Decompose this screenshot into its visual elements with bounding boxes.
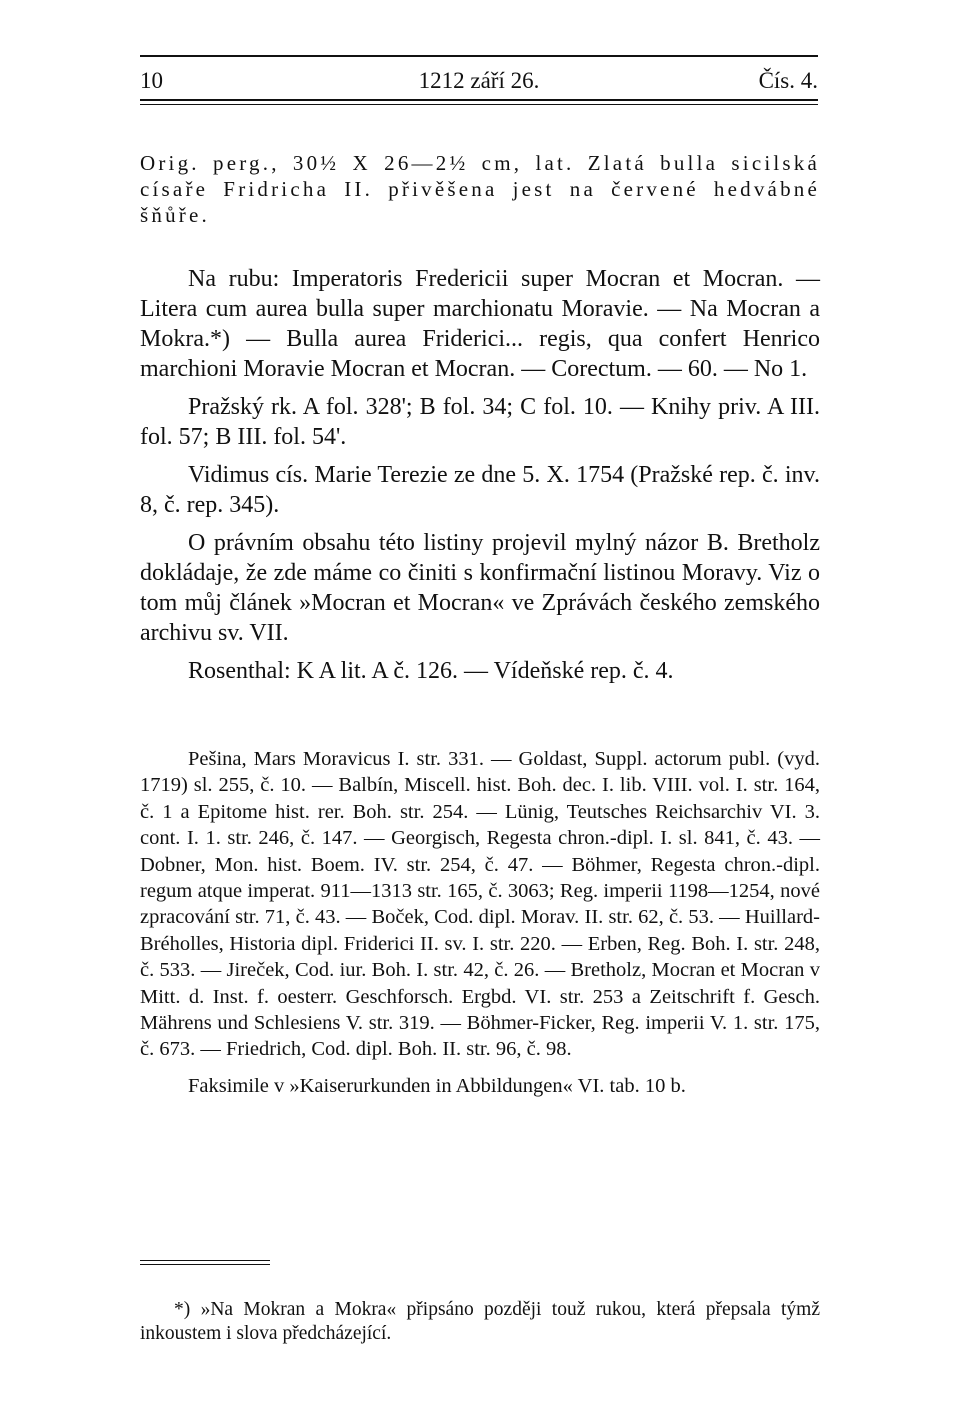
document-date: 1212 září 26. <box>418 68 540 93</box>
literature-block <box>140 746 820 1099</box>
physical-description: Orig. perg., 30½ X 26—2½ cm, lat. Zlatá bulla sicilská císaře Fridricha II. přivěšena jest na červené hedvábné šňůře. <box>140 151 820 227</box>
footnote-text: *) »Na Mokran a Mokra« připsáno později touž rukou, která přepsala týmž inkoustem i slova předcházející. <box>140 1299 820 1344</box>
physical-description-block <box>140 150 820 228</box>
literature-list: Pešina, Mars Moravicus I. str. 331. — Goldast, Suppl. actorum publ. (vyd. 1719) sl. 255, č. 10. — Balbín, Miscell. hist. Boh. dec. I. lib. VIII. vol. I. str. 164, č. 1 a Epitome hist. rer. Boh. str. 254. — Lünig, Teutsches Reichsarchiv VI. 3. cont. I. 1. str. 246, č. 147. — Georgisch, Regesta chron.-dipl. I. sl. 841, č. 43. — Dobner, Mon. hist. Boem. IV. str. 254, č. 47. — Böhmer, Regesta chron.-dipl. regum atque imperat. 911—1313 str. 165, č. 3063; Reg. imperii 1198—1254, nové zpracování str. 71, č. 43. — Boček, Cod. dipl. Morav. II. str. 62, č. 53. — Huillard-Bréholles, Historia dipl. Friderici II. sv. I. str. 220. — Erben, Reg. Boh. I. str. 248, č. 533. — Jireček, Cod. iur. Boh. I. str. 42, č. 26. — Bretholz, Mocran et Mocran v Mitt. d. Inst. f. oesterr. Geschforsch. Ergbd. VI. str. 253 a Zeitschrift f. Gesch. Mährens und Schlesiens V. str. 319. — Böhmer-Ficker, Reg. imperii V. 1. str. 175, č. 673. — Friedrich, Cod. dipl. Boh. II. str. 96, č. 98. <box>140 748 820 1061</box>
footnote-rule-thin <box>140 1264 270 1265</box>
notes-block <box>140 264 820 694</box>
header-bottom-rule <box>140 99 818 101</box>
vidimus-note: Vidimus cís. Marie Terezie ze dne 5. X. 1754 (Pražské rep. č. inv. 8, č. rep. 345). <box>140 462 820 518</box>
document-number: Čís. 4. <box>758 68 818 93</box>
footnote-rule <box>140 1260 270 1261</box>
legal-content-note: O právním obsahu této listiny projevil mylný názor B. Bretholz dokládaje, že zde máme co činiti s konfirmační listinou Moravy. Viz o tom můj článek »Mocran et Mocran« ve Zprávách českého zemského archivu sv. VII. <box>140 530 820 646</box>
footnote <box>140 1298 820 1346</box>
register-references: Pražský rk. A fol. 328'; B fol. 34; C fol. 10. — Knihy priv. A III. fol. 57; B III. fol. 54'. <box>140 394 820 450</box>
header-bottom-rule-thin <box>140 104 818 105</box>
facsimile-note: Faksimile v »Kaiserurkunden in Abbildungen« VI. tab. 10 b. <box>188 1074 686 1097</box>
page-header <box>140 66 818 96</box>
rosenthal-reference: Rosenthal: K A lit. A č. 126. — Vídeňské rep. č. 4. <box>188 658 674 684</box>
header-top-rule <box>140 55 818 57</box>
dorsal-notes: Na rubu: Imperatoris Fredericii super Mocran et Mocran. — Litera cum aurea bulla super marchionatu Moravie. — Na Mocran a Mokra.*) — Bulla aurea Friderici... regis, qua confert Henrico marchioni Moravie Mocran et Mocran. — Corectum. — 60. — No 1. <box>140 266 820 382</box>
page-number: 10 <box>140 68 163 93</box>
